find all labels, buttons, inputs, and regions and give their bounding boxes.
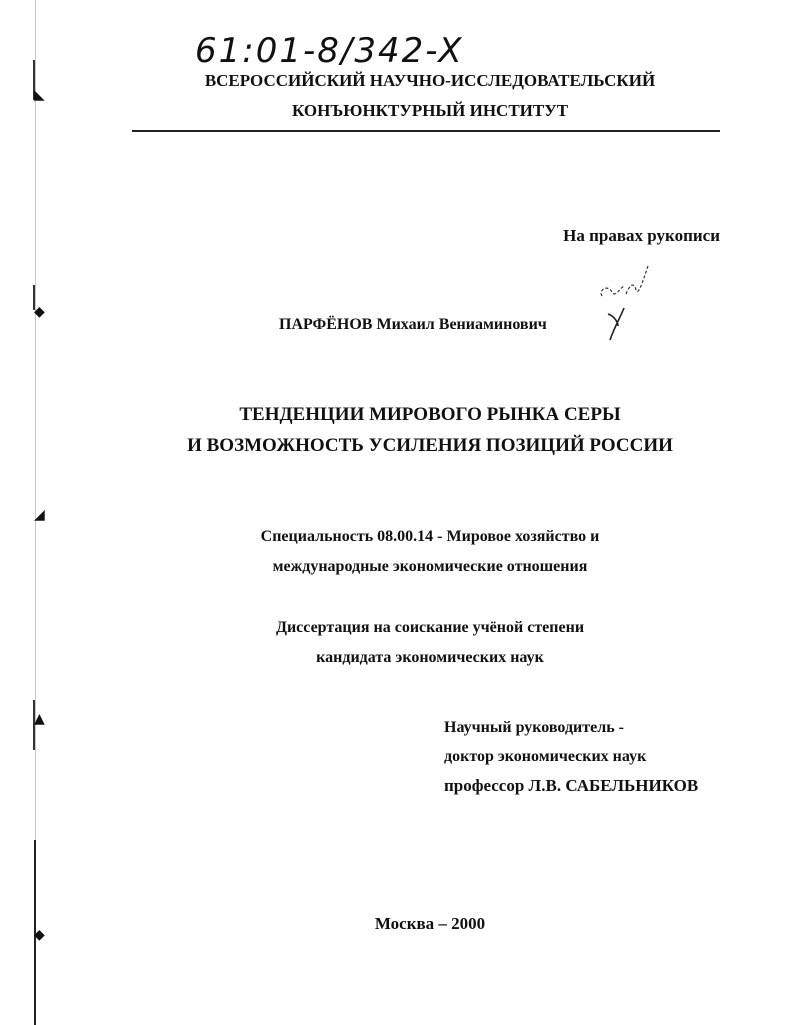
punch-hole-mark-icon: ◣ — [34, 87, 45, 103]
dissertation-title-line1: ТЕНДЕНЦИИ МИРОВОГО РЫНКА СЕРЫ — [239, 404, 621, 425]
header-divider — [132, 130, 720, 132]
archive-number-handwritten: 61:01-8/342-X — [195, 31, 464, 71]
degree-line2: кандидата экономических наук — [316, 649, 544, 666]
supervisor-role: Научный руководитель - — [444, 719, 624, 736]
specialty-line1: Специальность 08.00.14 - Мировое хозяйство и — [260, 528, 600, 545]
author-name: ПАРФЁНОВ Михаил Вениаминович — [279, 316, 547, 333]
specialty-line2: международные экономические отношения — [272, 558, 588, 575]
author-signature — [588, 262, 658, 342]
supervisor-name: профессор Л.В. САБЕЛЬНИКОВ — [444, 776, 699, 795]
institute-name-line2: КОНЪЮНКТУРНЫЙ ИНСТИТУТ — [291, 101, 569, 120]
punch-hole-mark-icon: ◆ — [34, 304, 45, 320]
punch-hole-mark-icon: ◢ — [34, 507, 45, 523]
dissertation-title-line2: И ВОЗМОЖНОСТЬ УСИЛЕНИЯ ПОЗИЦИЙ РОССИИ — [187, 435, 673, 456]
punch-hole-mark-icon: ◆ — [34, 927, 45, 943]
institute-name-line1: ВСЕРОССИЙСКИЙ НАУЧНО-ИССЛЕДОВАТЕЛЬСКИЙ — [204, 71, 656, 90]
supervisor-degree: доктор экономических наук — [444, 748, 647, 765]
rights-note: На правах рукописи — [563, 226, 720, 245]
punch-hole-mark-icon: ▲ — [34, 711, 45, 727]
degree-line1: Диссертация на соискание учёной степени — [275, 619, 585, 636]
city-year: Москва – 2000 — [374, 914, 486, 933]
